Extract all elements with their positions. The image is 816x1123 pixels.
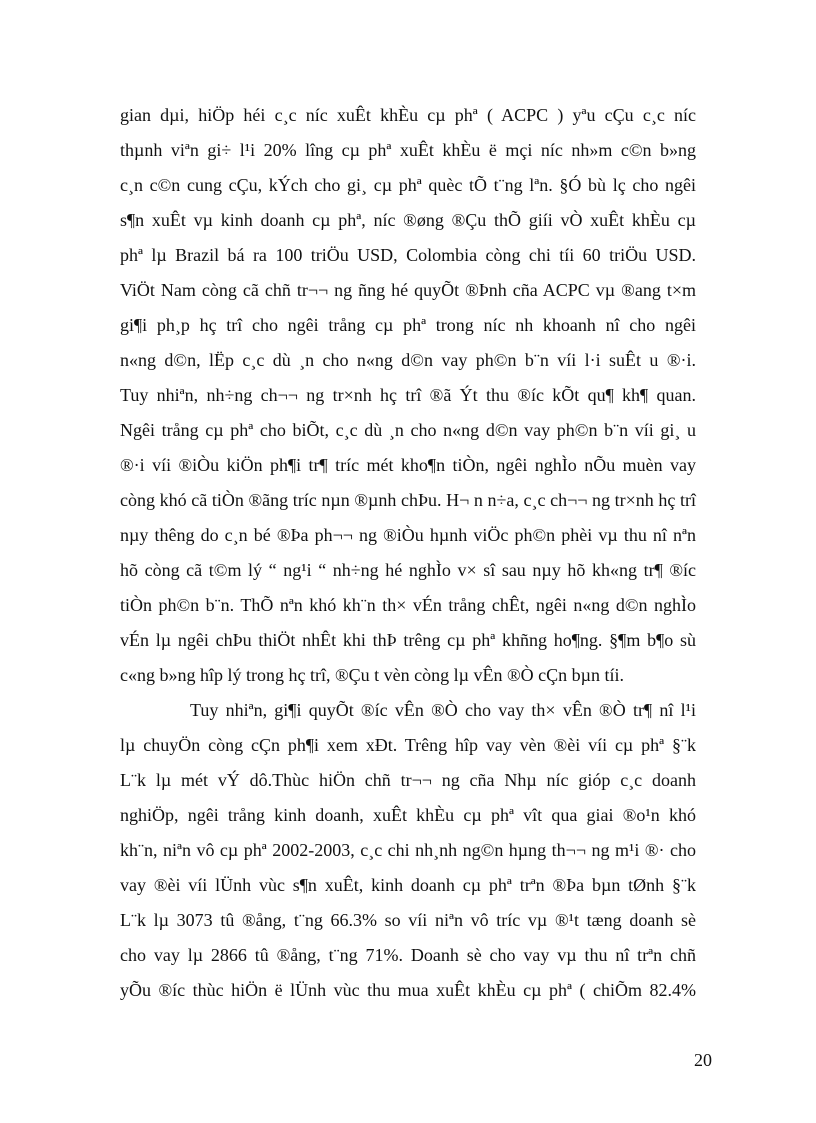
text-line: còng khó cã tiÒn ®ãng tríc nµn ®µnh chÞu. H¬ n n÷a, c¸c ch¬¬ ng tr×nh hç trî [120,490,696,510]
text-line: lµ chuyÖn còng cÇn ph¶i xem xÐt. Trêng hîp vay vèn ®èi víi cµ phª §¨k [120,735,696,755]
text-line: yÕu ®íc thùc hiÖn ë lÜnh vùc thu mua xuÊt khÈu cµ phª ( chiÕm 82.4% [120,980,696,1000]
text-line: nµy thêng do c¸n bé ®Þa ph¬¬ ng ®iÒu hµnh viÖc ph©n phèi vµ thu nî nªn [120,525,696,545]
text-line: L¨k lµ 3073 tû ®ång, t¨ng 66.3% so víi niªn vô tríc vµ ®¹t tæng doanh sè [120,910,696,930]
text-line: Ngêi trång cµ phª cho biÕt, c¸c dù ¸n cho n«ng d©n vay ph©n b¨n víi gi¸ u [120,420,696,440]
text-line: ®·i víi ®iÒu kiÖn ph¶i tr¶ tríc mét kho¶n tiÒn, ngêi nghÌo nÕu muèn vay [120,455,696,475]
text-line: tiÒn ph©n b¨n. ThÕ nªn khó kh¨n th× vÉn trång chÊt, ngêi n«ng d©n nghÌo [120,595,696,615]
text-line: gian dµi, hiÖp héi c¸c níc xuÊt khÈu cµ phª ( ACPC ) yªu cÇu c¸c níc [120,105,696,125]
text-line: kh¨n, niªn vô cµ phª 2002-2003, c¸c chi nh¸nh ng©n hµng th¬¬ ng m¹i ®· cho [120,840,696,860]
text-line: c¸n c©n cung cÇu, kÝch cho gi¸ cµ phª quèc tÕ t¨ng lªn. §Ó bù lç cho ngêi [120,175,696,195]
text-line: vay ®èi víi lÜnh vùc s¶n xuÊt, kinh doanh cµ phª trªn ®Þa bµn tØnh §¨k [120,875,696,895]
text-line: vÉn lµ ngêi chÞu thiÖt nhÊt khi thÞ trêng cµ phª khñng ho¶ng. §¶m b¶o sù [120,630,696,650]
text-line: hõ còng cã t©m lý “ ng¹i “ nh÷ng hé nghÌo v× sî sau nµy hõ kh«ng tr¶ ®íc [120,560,696,580]
text-line: nghiÖp, ngêi trång kinh doanh, xuÊt khÈu cµ phª vît qua giai ®o¹n khó [120,805,696,825]
text-line: c«ng b»ng hîp lý trong hç trî, ®Çu t vèn còng lµ vÊn ®Ò cÇn bµn tíi. [120,665,625,685]
text-line: L¨k lµ mét vÝ dô.Thùc hiÖn chñ tr¬¬ ng cña Nhµ níc gióp c¸c doanh [120,770,696,790]
text-line: n«ng d©n, lËp c¸c dù ¸n cho n«ng d©n vay ph©n b¨n víi l·i suÊt u ®·i. [120,350,696,370]
page-number: 20 [694,1050,712,1070]
text-line: gi¶i ph¸p hç trî cho ngêi trång cµ phª trong níc nh khoanh nî cho ngêi [120,315,696,335]
text-line: cho vay lµ 2866 tû ®ång, t¨ng 71%. Doanh sè cho vay vµ thu nî trªn chñ [120,945,696,965]
text-line: Tuy nhiªn, gi¶i quyÕt ®íc vÊn ®Ò cho vay th× vÊn ®Ò tr¶ nî l¹i [190,700,696,720]
text-line: ViÖt Nam còng cã chñ tr¬¬ ng ñng hé quyÕt ®Þnh cña ACPC vµ ®ang t×m [120,280,696,300]
text-line: thµnh viªn gi÷ l¹i 20% lîng cµ phª xuÊt khÈu ë mçi níc nh»m c©n b»ng [120,140,696,160]
text-line: phª lµ Brazil bá ra 100 triÖu USD, Colombia còng chi tíi 60 triÖu USD. [120,245,696,265]
text-line: Tuy nhiªn, nh÷ng ch¬¬ ng tr×nh hç trî ®ã Ýt thu ®íc kÕt qu¶ kh¶ quan. [120,385,696,405]
text-line: s¶n xuÊt vµ kinh doanh cµ phª, níc ®øng ®Çu thÕ giíi vÒ xuÊt khÈu cµ [120,210,696,230]
